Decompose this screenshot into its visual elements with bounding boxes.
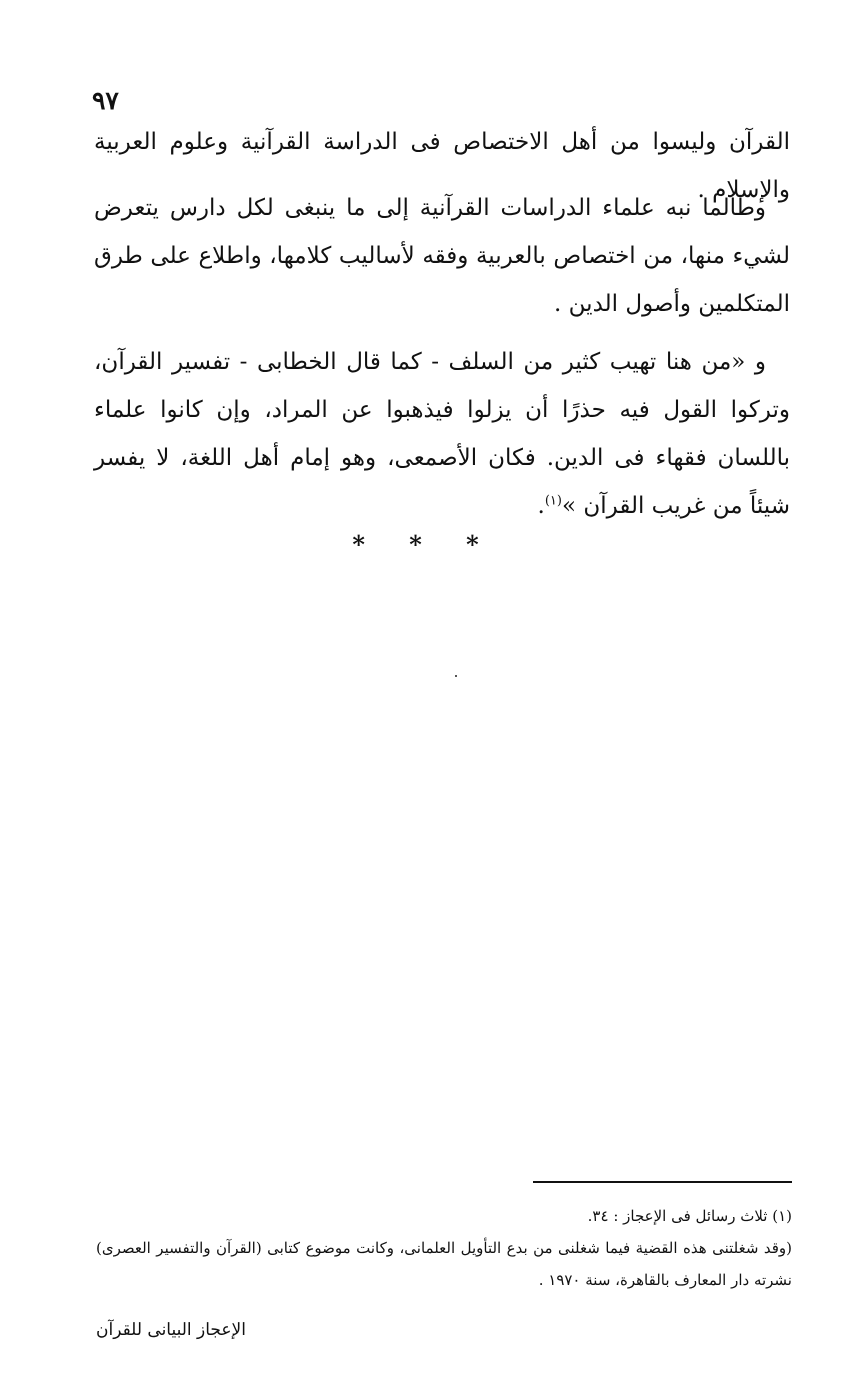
quoted-passage: و «من هنا تهيب كثير من السلف - كما قال الخطابى - تفسير القرآن، وتركوا القول فيه حذرًا أن يزلوا فيذهبوا عن المراد، وإن كانوا علماء باللسان فقهاء فى الدين. فكان الأصمعى، وهو إمام أهل اللغة، لا يفسر شيئاً من غريب القرآن » <box>94 349 790 519</box>
section-separator: * * * <box>352 530 497 559</box>
footnote-reference: (١) <box>544 493 562 509</box>
page-number: ٩٧ <box>92 86 119 115</box>
running-footer: الإعجاز البيانى للقرآن <box>96 1320 246 1340</box>
footnote-1-note: (وقد شغلتنى هذه القضية فيما شغلنى من بدع التأويل العلمانى، وكانت موضوع كتابى (القرآن والتفسير العصرى) نشرته دار المعارف بالقاهرة، سنة ١٩٧٠ . <box>96 1239 792 1289</box>
footnotes <box>96 1200 792 1296</box>
body-paragraph-1: القرآن وليسوا من أهل الاختصاص فى الدراسة القرآنية وعلوم العربية والإسلام . <box>94 129 790 203</box>
scan-speck <box>455 675 457 677</box>
footnote-1: (١) ثلاث رسائل فى الإعجاز : ٣٤. <box>587 1207 792 1225</box>
body-paragraph-2: وطالما نبه علماء الدراسات القرآنية إلى ما ينبغى لكل دارس يتعرض لشيء منها، من اختصاص بالعربية وفقه لأساليب كلامها، واطلاع على طرق المتكلمين وأصول الدين . <box>94 195 790 317</box>
body-paragraph-3 <box>94 338 790 530</box>
footnote-divider <box>533 1181 792 1183</box>
paragraph-end-mark: . <box>537 493 545 519</box>
